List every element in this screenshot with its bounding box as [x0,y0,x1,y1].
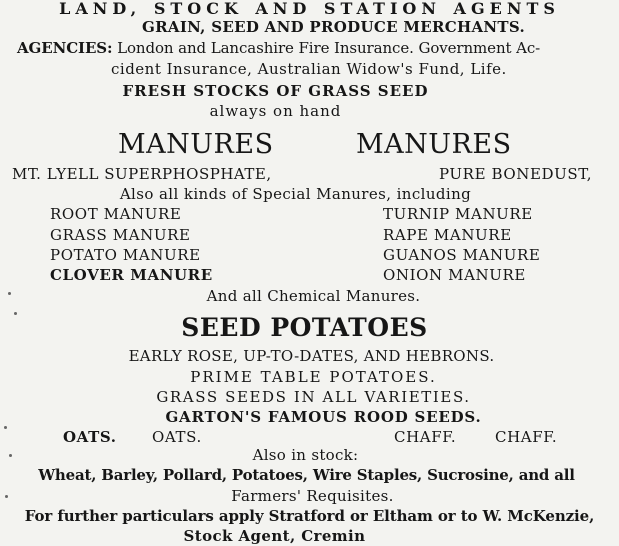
print-speck [8,292,11,295]
print-speck [9,454,12,457]
agencies-text: London and Lancashire Fire Insurance. Government Ac- [117,39,541,57]
manure-item: ONION MANURE [383,266,526,284]
manure-item: GUANOS MANURE [383,246,541,264]
also-in-stock-line: Also in stock: [252,446,359,464]
stock-list-line: Wheat, Barley, Pollard, Potatoes, Wire Staples, Sucrosine, and all [38,466,575,484]
always-on-hand-line: always on hand [209,102,342,120]
print-speck [14,312,17,315]
further-particulars-line: For further particulars apply Stratford or Eltham or to W. McKenzie, [24,507,595,525]
potato-varieties-line: EARLY ROSE, UP-TO-DATES, AND HEBRONS. [128,347,495,365]
pure-bonedust: PURE BONEDUST, [439,165,593,183]
agencies-label: AGENCIES: [17,39,113,57]
manures-heading-left: MANURES [118,129,274,160]
manure-item: POTATO MANURE [50,246,201,264]
fresh-stocks-line: FRESH STOCKS OF GRASS SEED [122,82,429,100]
chemical-manures-line: And all Chemical Manures. [206,287,421,305]
manure-item: GRASS MANURE [50,226,191,244]
manure-item: TURNIP MANURE [383,205,533,223]
mt-lyell-superphosphate: MT. LYELL SUPERPHOSPHATE, [12,165,272,183]
oats-label: OATS. [63,428,117,446]
grass-seeds-line: GRASS SEEDS IN ALL VARIETIES. [156,388,471,406]
print-speck [5,495,8,498]
chaff-label: CHAFF. [495,428,558,446]
manure-item: ROOT MANURE [50,205,182,223]
farmers-requisites-line: Farmers' Requisites. [231,487,394,505]
agencies-line-2: cident Insurance, Australian Widow's Fund, Life. [111,60,507,78]
oats-label: OATS. [152,428,202,446]
print-speck [4,426,7,429]
agencies-line-1 [17,41,619,56]
stock-agent-line: Stock Agent, Cremin [183,527,366,545]
manure-item: RAPE MANURE [383,226,512,244]
gartons-seeds-line: GARTON'S FAMOUS ROOD SEEDS. [165,408,482,426]
chaff-label: CHAFF. [394,428,457,446]
seed-potatoes-heading: SEED POTATOES [181,313,428,342]
special-manures-line: Also all kinds of Special Manures, including [119,185,472,203]
merchants-line: GRAIN, SEED AND PRODUCE MERCHANTS. [142,18,525,36]
prime-table-potatoes: PRIME TABLE POTATOES. [190,368,437,386]
manures-heading-right: MANURES [356,129,512,160]
manure-item: CLOVER MANURE [50,266,213,284]
header-line: LAND, STOCK AND STATION AGENTS [59,0,560,18]
